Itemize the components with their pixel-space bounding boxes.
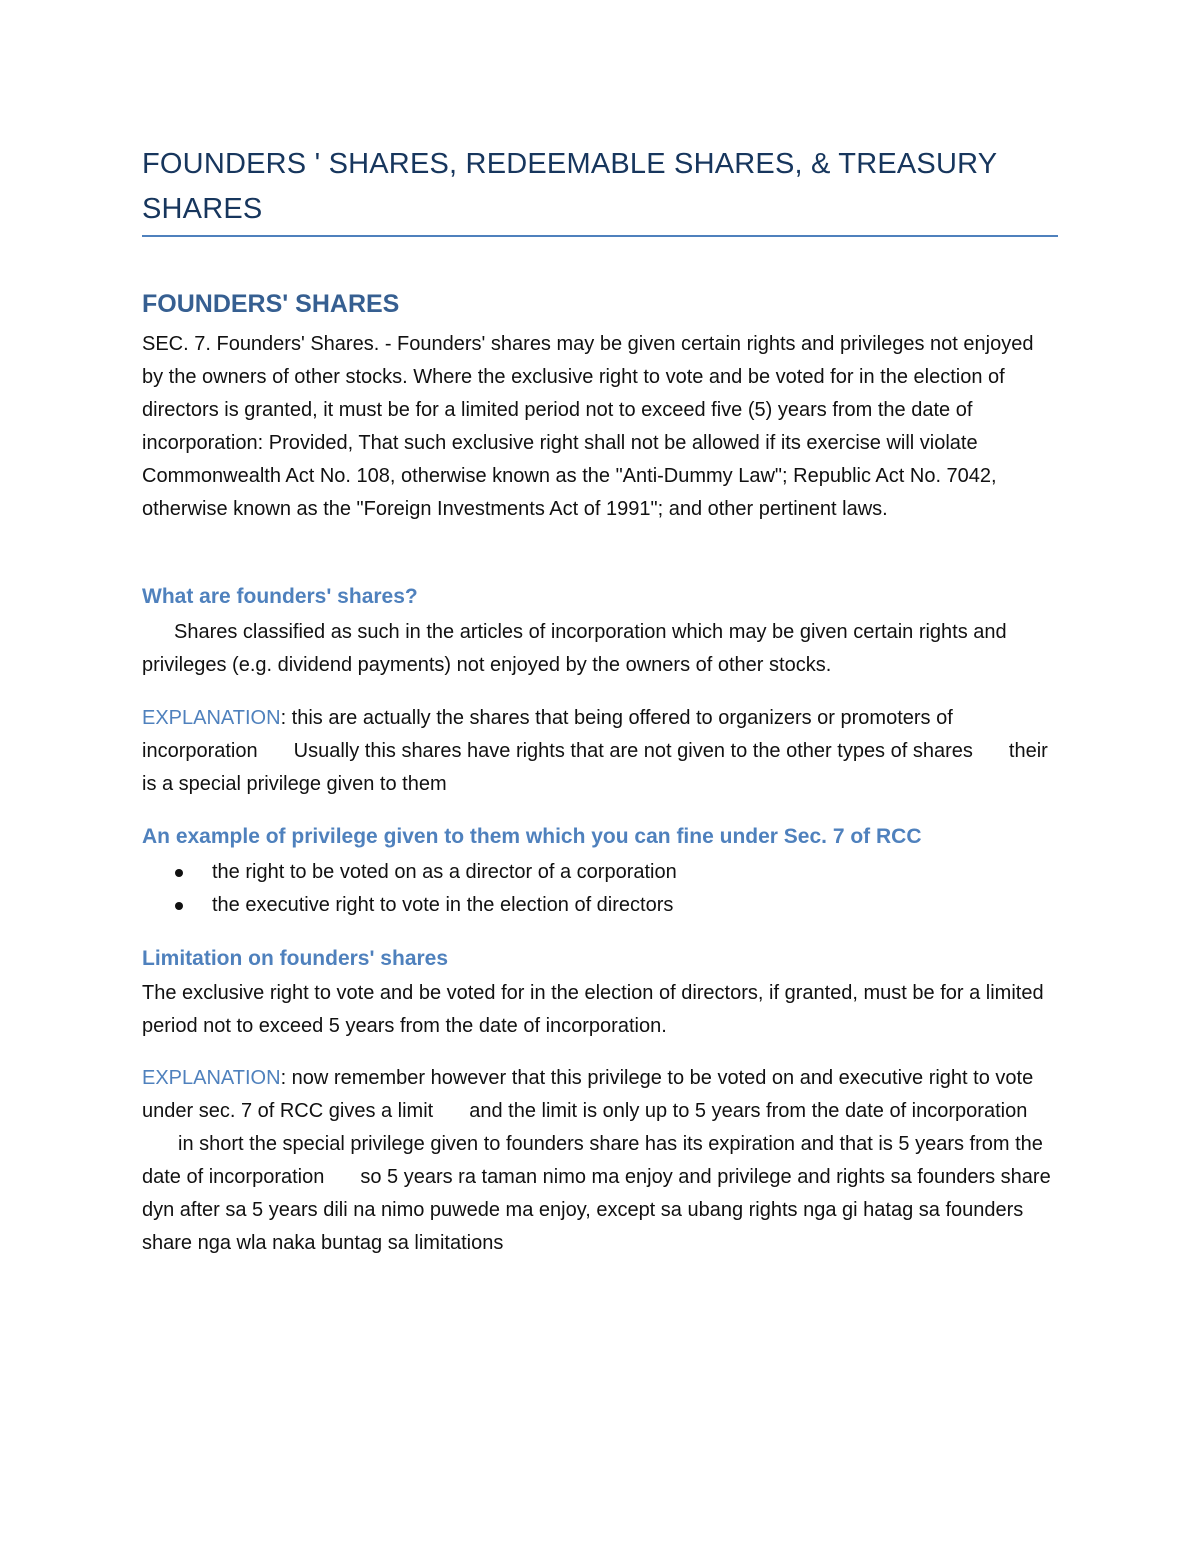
explanation-text: : now remember however that this privilege to be voted on and executive right to vote under sec. 7 of RCC gives a limit <box>142 1067 1034 1122</box>
example-list <box>142 856 1058 922</box>
explanation-label: EXPLANATION <box>142 1067 281 1089</box>
heading-what-are-founders-shares: What are founders' shares? <box>142 585 418 608</box>
explanation-paragraph-1 <box>142 702 1058 801</box>
explanation-text: their is a special privilege given to them <box>142 740 1048 795</box>
explanation-text: : this are actually the shares that being offered to organizers or promoters of incorporation <box>142 707 953 762</box>
explanation-text: so 5 years ra taman nimo ma enjoy and privilege and rights sa founders share dyn after sa 5 years dili na nimo puwede ma enjoy, except sa ubang rights nga gi hatag sa founders share nga wla naka buntag sa limitations <box>142 1166 1051 1254</box>
heading-example-privilege: An example of privilege given to them which you can fine under Sec. 7 of RCC <box>142 825 922 848</box>
bullet-icon <box>175 869 183 877</box>
explanation-label: EXPLANATION <box>142 707 281 729</box>
heading-limitation: Limitation on founders' shares <box>142 947 449 970</box>
sec7-paragraph: SEC. 7. Founders' Shares. - Founders' shares may be given certain rights and privileges not enjoyed by the owners of other stocks. Where the exclusive right to vote and be voted for in the election of directors is granted, it must be for a limited period not to exceed five (5) years from the date of incorporation: Provided, That such exclusive right shall not be allowed if its exercise will violate Commonwealth Act No. 108, otherwise known as the "Anti-Dummy Law"; Republic Act No. 7042, otherwise known as the "Foreign Investments Act of 1991"; and other pertinent laws. <box>142 333 1034 520</box>
title-underline <box>142 235 1058 237</box>
list-item: the right to be voted on as a director of a corporation <box>142 856 1058 889</box>
list-item: the executive right to vote in the election of directors <box>142 889 1058 922</box>
bullet-icon <box>175 902 183 910</box>
document-title: FOUNDERS ' SHARES, REDEEMABLE SHARES, & TREASURY SHARES <box>142 148 997 225</box>
what-paragraph: Shares classified as such in the articles of incorporation which may be given certain rights and privileges (e.g. dividend payments) not enjoyed by the owners of other stocks. <box>142 621 1007 676</box>
explanation-text: in short the special privilege given to founders share has its expiration and that is 5 years from the date of incorporation <box>142 1133 1043 1188</box>
explanation-text: and the limit is only up to 5 years from the date of incorporation <box>469 1100 1028 1122</box>
explanation-text: Usually this shares have rights that are not given to the other types of shares <box>293 740 973 762</box>
section-heading-founders-shares: FOUNDERS' SHARES <box>142 290 400 318</box>
explanation-paragraph-2 <box>142 1062 1058 1260</box>
limitation-paragraph: The exclusive right to vote and be voted for in the election of directors, if granted, must be for a limited period not to exceed 5 years from the date of incorporation. <box>142 982 1044 1037</box>
